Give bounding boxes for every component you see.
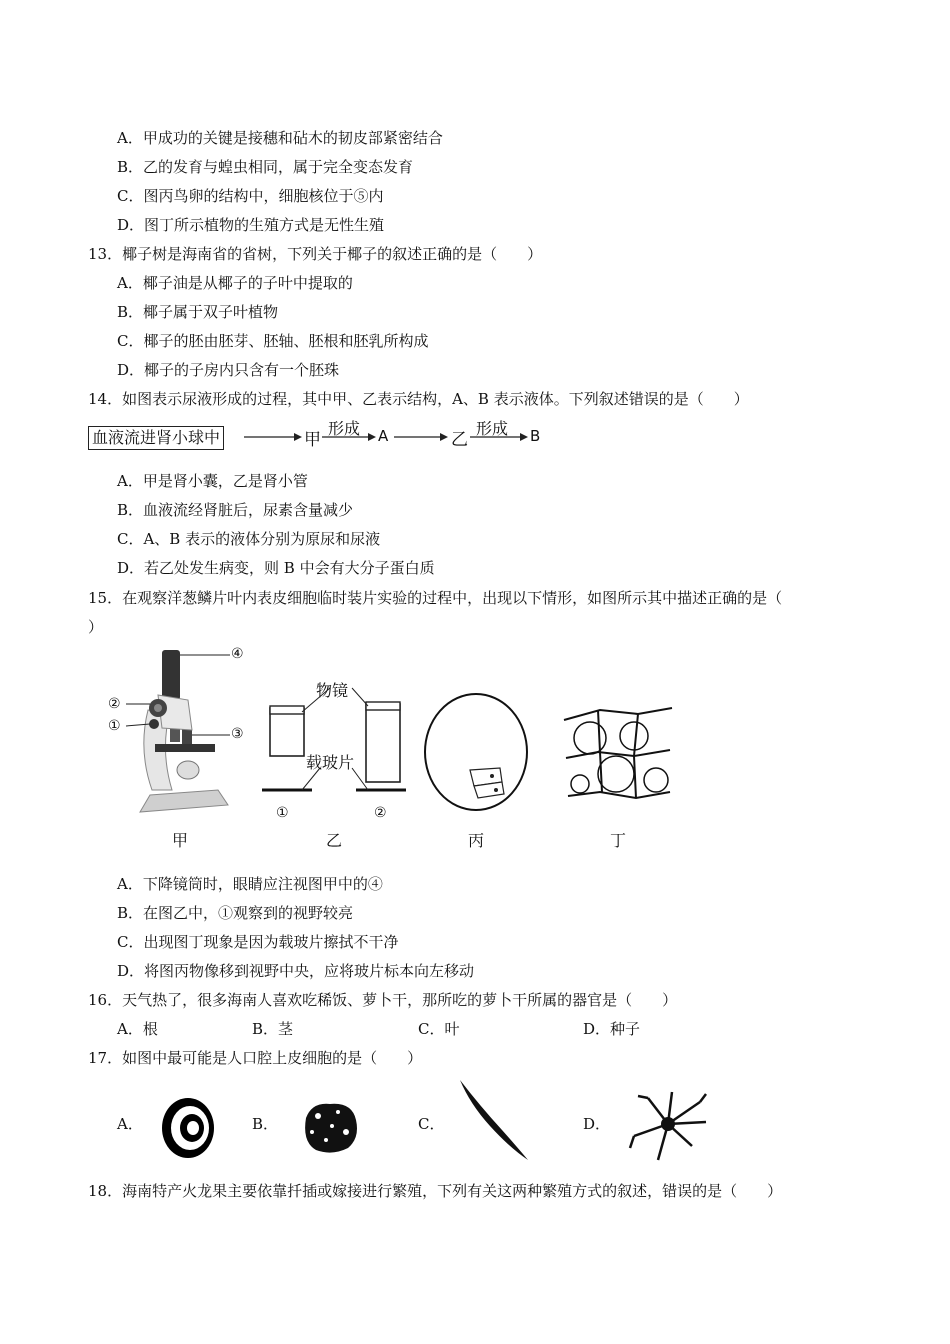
caption-bing: 丙 [468,831,485,850]
slide-mark-2: ② [374,805,387,821]
q18-stem: 18．海南特产火龙果主要依靠扦插或嫁接进行繁殖，下列有关这两种繁殖方式的叙述，错误的是（ ） [88,1182,783,1200]
slide-label: 载玻片 [306,753,355,772]
flow-form-label-2: 形成 [476,419,509,438]
q12-option-a: A．甲成功的关键是接穗和砧木的韧皮部紧密结合 [117,129,443,147]
red-blood-cell-image [158,1094,222,1162]
flow-liquid-a: A [378,427,389,445]
q15-stem-line2: ） [88,618,104,636]
q12-option-c: C．图丙鸟卵的结构中，细胞核位于⑤内 [117,187,384,205]
q16-option-c: C．叶 [418,1020,460,1038]
flow-form-label-1: 形成 [328,419,361,438]
microscope-mark-2: ② [108,696,121,712]
q14-stem: 14．如图表示尿液形成的过程，其中甲、乙表示结构，A、B 表示液体。下列叙述错误的是（ ） [88,390,749,408]
q16-option-d: D．种子 [583,1020,641,1038]
muscle-cell-image [456,1078,532,1162]
flow-liquid-b: B [530,427,541,445]
q14-option-b: B．血液流经肾脏后，尿素含量减少 [117,501,354,519]
microscope-mark-1: ① [108,718,121,734]
q13-option-d: D．椰子的子房内只含有一个胚珠 [117,361,340,379]
q17-stem: 17．如图中最可能是人口腔上皮细胞的是（ ） [88,1049,423,1067]
objective-slide-drawing [260,640,410,830]
q15-figure [100,640,690,855]
flow-start-box: 血液流进肾小球中 [88,426,224,450]
q14-option-a: A．甲是肾小囊，乙是肾小管 [117,472,308,490]
q16-option-b: B．茎 [252,1020,294,1038]
caption-yi: 乙 [326,831,343,850]
urine-formation-flowchart [88,419,548,454]
q13-option-c: C．椰子的胚由胚芽、胚轴、胚根和胚乳所构成 [117,332,429,350]
q15-option-c: C．出现图丁现象是因为载玻片擦拭不干净 [117,933,399,951]
q14-option-d: D．若乙处发生病变，则 B 中会有大分子蛋白质 [117,559,435,577]
air-bubble-view-drawing [560,700,675,812]
caption-ding: 丁 [610,831,627,850]
q13-option-b: B．椰子属于双子叶植物 [117,303,279,321]
neuron-image [628,1088,708,1164]
flow-jia: 甲 [304,430,321,450]
q17-option-d: D． [583,1115,611,1133]
flow-yi: 乙 [451,430,468,450]
field-of-view-drawing [422,690,532,815]
q17-option-c: C． [418,1115,445,1133]
objective-label: 物镜 [316,681,349,700]
q17-option-a: A． [117,1115,143,1133]
microscope-mark-3: ③ [231,726,244,742]
q16-option-a: A．根 [117,1020,158,1038]
q12-option-b: B．乙的发育与蝗虫相同，属于完全变态发育 [117,158,414,176]
q13-option-a: A．椰子油是从椰子的子叶中提取的 [117,274,353,292]
q16-stem: 16．天气热了，很多海南人喜欢吃稀饭、萝卜干，那所吃的萝卜干所属的器官是（ ） [88,991,678,1009]
q15-option-d: D．将图丙物像移到视野中央，应将玻片标本向左移动 [117,962,475,980]
q12-option-d: D．图丁所示植物的生殖方式是无性生殖 [117,216,385,234]
slide-mark-1: ① [276,805,289,821]
q15-stem-line1: 15．在观察洋葱鳞片叶内表皮细胞临时装片实验的过程中，出现以下情形，如图所示其中描述正确的是（ [88,589,783,607]
q15-option-a: A．下降镜筒时，眼睛应注视图甲中的④ [117,875,383,893]
epithelial-cell-image [298,1098,360,1156]
q15-option-b: B．在图乙中，①观察到的视野较亮 [117,904,354,922]
q14-option-c: C．A、B 表示的液体分别为原尿和尿液 [117,530,381,548]
q13-stem: 13．椰子树是海南省的省树，下列关于椰子的叙述正确的是（ ） [88,245,543,263]
q17-option-b: B． [252,1115,279,1133]
caption-jia: 甲 [172,831,189,850]
microscope-mark-4: ④ [231,646,244,662]
